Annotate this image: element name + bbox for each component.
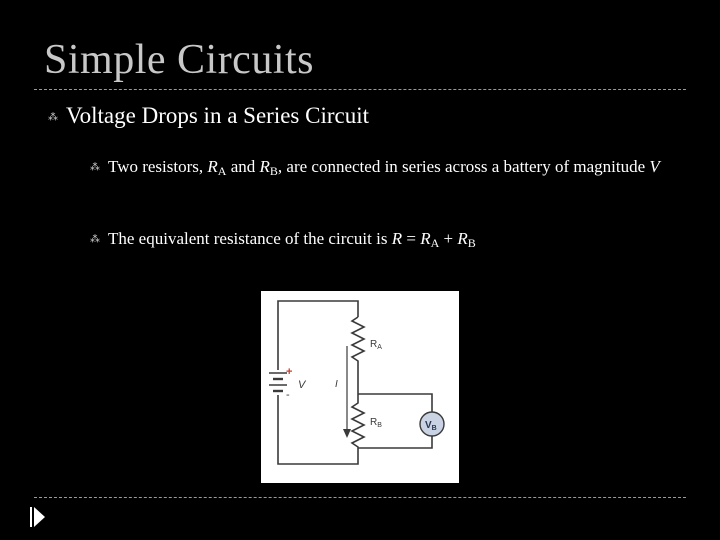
slide-title: Simple Circuits xyxy=(44,37,314,83)
text-segment: = xyxy=(402,229,421,248)
next-slide-arrow-stem[interactable] xyxy=(30,507,32,527)
subscript-a: A xyxy=(217,164,227,178)
title-divider xyxy=(34,89,686,90)
battery-plus-label: + xyxy=(286,366,293,378)
text-segment: and xyxy=(226,157,260,176)
heading-text: Voltage Drops in a Series Circuit xyxy=(66,103,369,128)
next-slide-arrow-icon[interactable] xyxy=(34,507,45,527)
voltmeter-symbol: V xyxy=(425,420,432,431)
current-label: I xyxy=(335,379,338,390)
circuit-diagram xyxy=(261,291,459,483)
resistor-a-subscript: A xyxy=(377,344,382,351)
subscript-a: A xyxy=(430,236,440,250)
text-segment: The equivalent resistance of the circuit is xyxy=(108,229,392,248)
circuit-svg xyxy=(261,291,459,483)
bullet-resistors-in-series xyxy=(108,155,668,183)
subscript-b: B xyxy=(467,236,476,250)
text-segment: Two resistors, xyxy=(108,157,208,176)
text-segment: , are connected in series across a battery of magnitude xyxy=(277,157,650,176)
voltmeter-subscript: B xyxy=(431,425,437,432)
current-arrow-icon xyxy=(343,429,351,438)
symbol-r: R xyxy=(259,157,270,176)
voltmeter-wire-top xyxy=(358,394,432,412)
symbol-v: V xyxy=(649,157,660,176)
symbol-r: R xyxy=(207,157,218,176)
footer-divider xyxy=(34,497,686,498)
text-segment: + xyxy=(439,229,458,248)
resistor-b-label xyxy=(370,417,382,429)
bullet-icon: ⁂ xyxy=(90,162,100,173)
bullet-icon: ⁂ xyxy=(48,112,58,123)
resistor-a-label xyxy=(370,339,382,351)
resistor-b-symbol: R xyxy=(370,417,378,428)
battery-minus-label: - xyxy=(286,389,290,401)
resistor-b-subscript: B xyxy=(377,422,382,429)
symbol-r: R xyxy=(420,229,431,248)
top-wire xyxy=(278,301,358,370)
bullet-icon: ⁂ xyxy=(90,234,100,245)
resistor-a xyxy=(352,317,364,394)
bullet-equivalent-resistance xyxy=(108,227,668,255)
resistor-b xyxy=(352,394,364,453)
voltmeter-wire-bottom xyxy=(358,436,432,448)
symbol-r: R xyxy=(391,229,403,248)
voltmeter-icon xyxy=(420,412,444,436)
subscript-b: B xyxy=(269,164,278,178)
symbol-r: R xyxy=(457,229,468,248)
resistor-a-symbol: R xyxy=(370,339,378,350)
battery-voltage-label: V xyxy=(298,379,306,391)
